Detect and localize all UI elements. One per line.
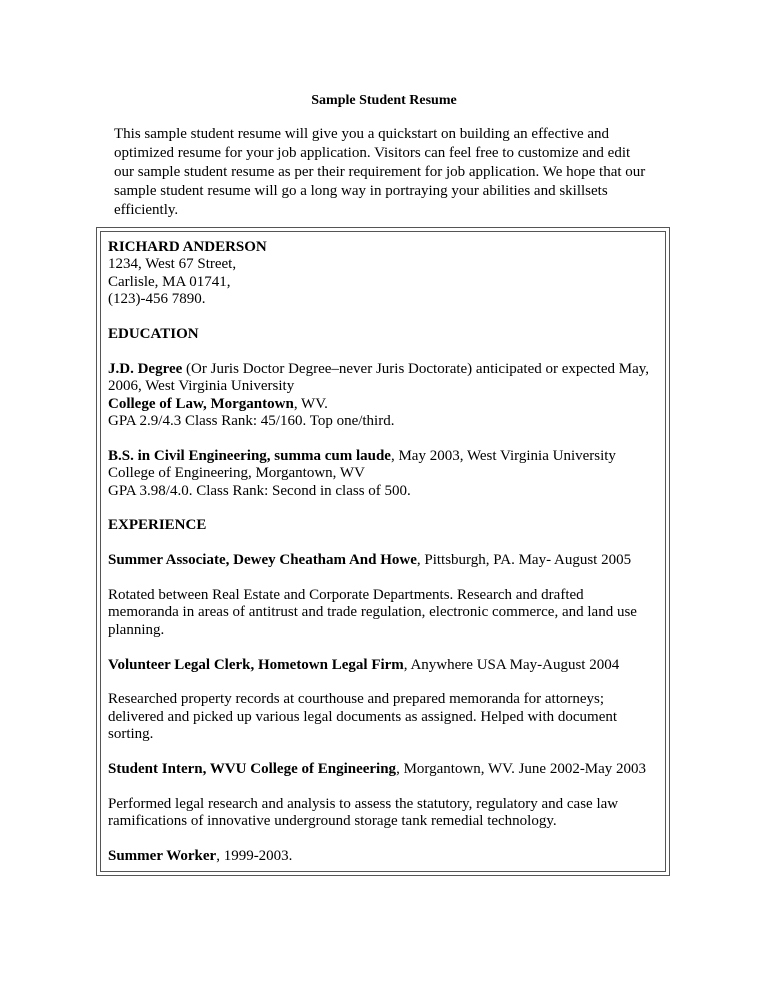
job-3-detail: , Morgantown, WV. June 2002-May 2003	[396, 761, 647, 778]
jd-college-rest: , WV.	[293, 395, 328, 412]
intro-line: optimized resume for your job application. Visitors can feel free to customize and edit	[114, 145, 631, 161]
phone-number: (123)-456 7890.	[108, 291, 206, 308]
jd-degree-line	[108, 361, 658, 378]
jd-gpa: GPA 2.9/4.3 Class Rank: 45/160. Top one/third.	[108, 413, 395, 430]
intro-paragraph	[114, 125, 662, 220]
intro-line: This sample student resume will give you a quickstart on building an effective and	[114, 126, 610, 142]
bs-gpa: GPA 3.98/4.0. Class Rank: Second in class of 500.	[108, 482, 411, 499]
job-3-line	[108, 761, 658, 778]
page-title: Sample Student Resume	[311, 93, 457, 108]
job-3-desc-line: Performed legal research and analysis to assess the statutory, regulatory and case law	[108, 795, 619, 812]
address-line-2: Carlisle, MA 01741,	[108, 273, 231, 290]
bs-college: College of Engineering, Morgantown, WV	[108, 465, 365, 482]
job-1-desc-line: Rotated between Real Estate and Corporate Departments. Research and drafted	[108, 587, 584, 604]
jd-college: College of Law, Morgantown	[108, 395, 294, 412]
jd-college-line	[108, 396, 658, 413]
jd-detail: (Or Juris Doctor Degree–never Juris Doctorate) anticipated or expected May,	[182, 360, 650, 377]
experience-heading: EXPERIENCE	[108, 517, 207, 534]
job-3-desc-line: ramifications of innovative underground storage tank remedial technology.	[108, 813, 557, 830]
intro-line: sample student resume will go a long way in portraying your abilities and skillsets	[114, 183, 608, 199]
bs-degree-line	[108, 448, 658, 465]
job-2-desc-line: Researched property records at courthouse and prepared memoranda for attorneys;	[108, 691, 605, 708]
candidate-name: RICHARD ANDERSON	[108, 239, 267, 255]
job-1-title: Summer Associate, Dewey Cheatham And Howe	[108, 552, 417, 569]
job-2-detail: , Anywhere USA May-August 2004	[403, 656, 620, 673]
job-2-desc-line: delivered and picked up various legal documents as assigned. Helped with document	[108, 708, 618, 725]
job-4-line	[108, 848, 658, 865]
bs-detail: , May 2003, West Virginia University	[390, 447, 616, 464]
jd-detail-line-2: 2006, West Virginia University	[108, 378, 295, 395]
job-2-title: Volunteer Legal Clerk, Hometown Legal Firm	[108, 656, 404, 673]
bs-degree: B.S. in Civil Engineering, summa cum laude	[108, 447, 391, 464]
job-1-desc-line: planning.	[108, 621, 165, 638]
resume-content	[108, 239, 658, 865]
job-3-title: Student Intern, WVU College of Engineering	[108, 761, 397, 778]
job-2-desc-line: sorting.	[108, 726, 154, 743]
education-heading: EDUCATION	[108, 326, 199, 343]
address-line-1: 1234, West 67 Street,	[108, 256, 237, 273]
job-1-desc-line: memoranda in areas of antitrust and trade regulation, electronic commerce, and land use	[108, 604, 637, 621]
job-1-line	[108, 552, 658, 569]
intro-line: our sample student resume as per their requirement for job application. We hope that our	[114, 164, 646, 180]
job-4-detail: , 1999-2003.	[216, 848, 293, 865]
job-1-detail: , Pittsburgh, PA. May- August 2005	[416, 552, 632, 569]
job-4-title: Summer Worker	[108, 848, 217, 865]
jd-degree: J.D. Degree	[108, 360, 183, 377]
job-2-line	[108, 657, 658, 674]
intro-line: efficiently.	[114, 202, 179, 218]
